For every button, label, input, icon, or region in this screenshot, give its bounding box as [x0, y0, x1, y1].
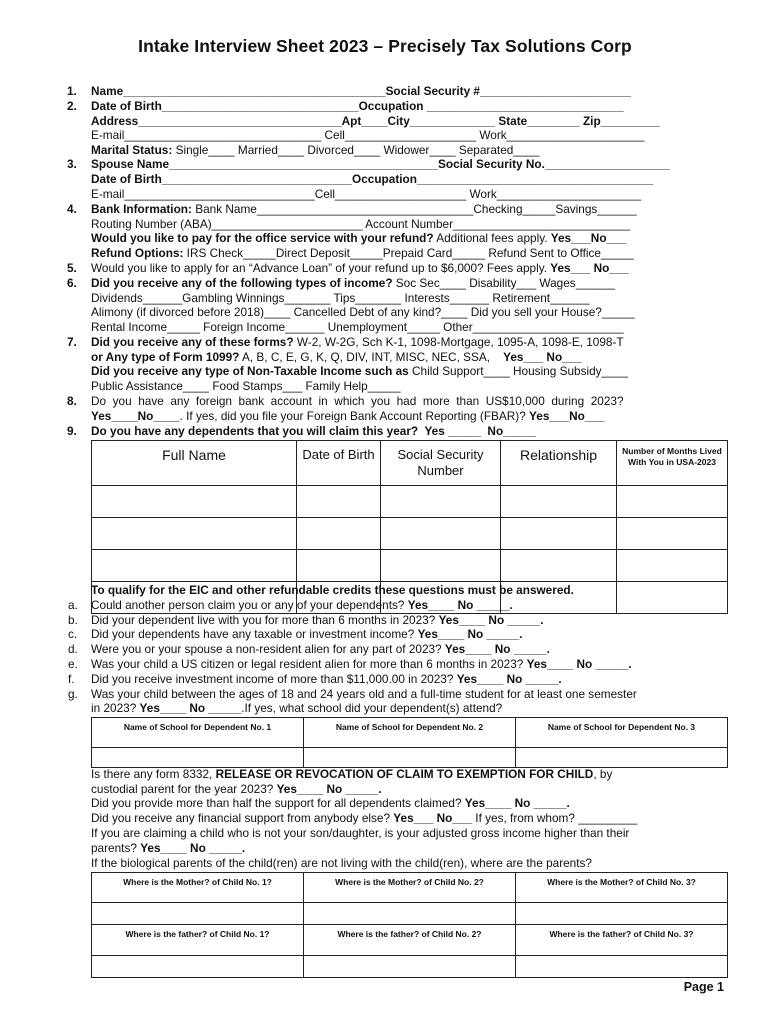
school-dependent-1-header: Name of School for Dependent No. 1: [92, 718, 304, 748]
school-dependent-2-header: Name of School for Dependent No. 2: [304, 718, 516, 748]
col-months-lived: Number of Months Lived With You in USA-2023: [617, 441, 728, 486]
mother-child-2-header: Where is the Mother? of Child No. 2?: [304, 873, 516, 903]
q4-pay-with-refund[interactable]: [91, 231, 727, 245]
eic-e[interactable]: [91, 657, 727, 671]
q4-bank-info[interactable]: [91, 202, 727, 216]
bank-name-field[interactable]: Bank Name_________________________________Checking_____Savings______: [191, 202, 637, 216]
financial-support-line[interactable]: [91, 811, 727, 825]
table-cell[interactable]: [92, 550, 297, 582]
bank-info-label: Bank Information:: [91, 202, 192, 216]
table-row: [92, 550, 728, 582]
q7-forms[interactable]: [91, 335, 727, 349]
eic-g-question: Was your child between the ages of 18 and 24 years old and a full-time student for at least one semester: [91, 687, 637, 701]
forms-question: Did you receive any of these forms?: [91, 335, 294, 349]
advance-loan-yes-no[interactable]: Yes___ No___: [550, 261, 629, 275]
eic-e-letter: e.: [68, 657, 78, 671]
form-8332-yes-no[interactable]: Yes____ No _____.: [276, 782, 382, 796]
col-date-of-birth: Date of Birth: [297, 441, 381, 486]
eic-b[interactable]: [91, 613, 727, 627]
form-1099-types: A, B, C, E, G, K, Q, DIV, INT, MISC, NEC, SSA,: [239, 350, 504, 364]
father-header-row: [92, 925, 728, 956]
table-cell[interactable]: [516, 956, 728, 978]
support-half-yes-no[interactable]: Yes____ No _____.: [464, 796, 570, 810]
agi-question: If you are claiming a child who is not your son/daughter, is your adjusted gross income higher than their: [91, 826, 630, 840]
table-cell[interactable]: [501, 486, 617, 518]
page-number: Page 1: [683, 980, 724, 994]
q5-advance-loan[interactable]: [91, 261, 727, 275]
table-row: [92, 903, 728, 925]
pay-with-refund-note: Additional fees apply.: [433, 231, 551, 245]
page-title: Intake Interview Sheet 2023 – Precisely Tax Solutions Corp: [138, 36, 632, 56]
table-cell[interactable]: [516, 748, 728, 768]
eic-a[interactable]: [91, 598, 727, 612]
q2-dob-occupation-field[interactable]: Date of Birth______________________________Occupation ______________________________: [91, 99, 624, 113]
table-cell[interactable]: [617, 518, 728, 550]
table-row: [92, 518, 728, 550]
forms-list: W-2, W-2G, Sch K-1, 1098-Mortgage, 1095-A, 1098-E, 1098-T: [293, 335, 624, 349]
form-8332-line2[interactable]: [91, 782, 727, 796]
table-cell[interactable]: [297, 550, 381, 582]
eic-c[interactable]: [91, 627, 727, 641]
eic-e-question: Was your child a US citizen or legal resident alien for more than 6 months in 2023?: [91, 657, 527, 671]
q6-number: 6.: [67, 276, 77, 290]
eic-e-yes-no[interactable]: Yes____ No _____.: [526, 657, 632, 671]
eic-b-question: Did your dependent live with you for more than 6 months in 2023?: [91, 613, 439, 627]
eic-f[interactable]: [91, 672, 727, 686]
marital-status-label: Marital Status:: [91, 143, 173, 157]
agi-line2[interactable]: [91, 841, 727, 855]
q7-number: 7.: [67, 335, 77, 349]
table-cell[interactable]: [297, 486, 381, 518]
col-full-name: Full Name: [92, 441, 297, 486]
eic-b-letter: b.: [68, 613, 78, 627]
pay-with-refund-yes-no[interactable]: Yes___No___: [550, 231, 627, 245]
eic-d-letter: d.: [68, 642, 78, 656]
table-cell[interactable]: [516, 903, 728, 925]
school-table-header: [92, 718, 728, 748]
pay-with-refund-question: Would you like to pay for the office service with your refund?: [91, 231, 434, 245]
table-row: [92, 956, 728, 978]
mother-child-1-header: Where is the Mother? of Child No. 1?: [92, 873, 304, 903]
father-child-1-header: Where is the father? of Child No. 1?: [92, 925, 304, 956]
table-cell[interactable]: [501, 518, 617, 550]
income-types-question: Did you receive any of the following types of income?: [91, 276, 393, 290]
q3-spouse-email-cell-work-field[interactable]: E-mail_____________________________Cell____________________ Work______________________: [91, 187, 642, 201]
table-cell[interactable]: [617, 486, 728, 518]
q2-address-field[interactable]: Address_______________________________Apt____City_____________ State________ Zip_________: [91, 114, 660, 128]
q2-number: 2.: [67, 99, 77, 113]
form-8332-line1: [91, 767, 727, 781]
eic-heading: To qualify for the EIC and other refundable credits these questions must be answered.: [91, 583, 574, 597]
non-taxable-question: Did you receive any type of Non-Taxable Income such as: [91, 364, 409, 378]
q4-refund-options[interactable]: [91, 246, 727, 260]
agi-parents: parents?: [91, 841, 141, 855]
eic-d-question: Were you or your spouse a non-resident alien for any part of 2023?: [91, 642, 445, 656]
table-cell[interactable]: [304, 903, 516, 925]
eic-a-letter: a.: [68, 598, 78, 612]
fbar-question: . If yes, did you file your Foreign Bank Account Reporting (FBAR)?: [179, 409, 530, 423]
parents-table: [91, 872, 728, 978]
q8-number: 8.: [67, 394, 77, 408]
table-cell[interactable]: [304, 748, 516, 768]
form-8332-prefix: Is there any form 8332,: [91, 767, 216, 781]
financial-support-from-whom[interactable]: If yes, from whom? _________: [472, 811, 638, 825]
table-cell[interactable]: [304, 956, 516, 978]
eic-a-yes-no[interactable]: Yes____ No _____.: [407, 598, 513, 612]
q9-dependents-question[interactable]: Do you have any dependents that you will claim this year? Yes _____ No_____: [91, 424, 536, 438]
mother-child-3-header: Where is the Mother? of Child No. 3?: [516, 873, 728, 903]
q6-income-types[interactable]: [91, 276, 727, 290]
support-half-line[interactable]: [91, 796, 727, 810]
eic-g-yes-no[interactable]: Yes____ No _____: [139, 701, 242, 715]
fbar-yes-no[interactable]: Yes___No___: [529, 409, 605, 423]
q3-spouse-dob-occupation-field[interactable]: Date of Birth_____________________________Occupation____________________________________: [91, 172, 654, 186]
eic-a-question: Could another person claim you or any of your dependents?: [91, 598, 408, 612]
father-child-2-header: Where is the father? of Child No. 2?: [304, 925, 516, 956]
table-cell[interactable]: [92, 518, 297, 550]
q3-number: 3.: [67, 157, 77, 171]
mother-header-row: [92, 873, 728, 903]
col-relationship: Relationship: [501, 441, 617, 486]
form-1099-yes-no[interactable]: Yes___ No___: [503, 350, 582, 364]
q1-name-ssn-field[interactable]: Name________________________________________Social Security #_______________________: [91, 84, 631, 98]
eic-f-letter: f.: [68, 672, 75, 686]
table-cell[interactable]: [92, 486, 297, 518]
table-cell[interactable]: [381, 550, 501, 582]
q4-routing-account-field[interactable]: Routing Number (ABA)_______________________ Account Number___________________________: [91, 217, 631, 231]
q6-income-types-line2[interactable]: Dividends______Gambling Winnings_______ Tips_______ Interests______ Retirement______: [91, 291, 590, 305]
q5-number: 5.: [67, 261, 77, 275]
table-cell[interactable]: [617, 550, 728, 582]
q3-spouse-name-ssn-field[interactable]: Spouse Name_________________________________________Social Security No.___________________: [91, 157, 670, 171]
support-half-question: Did you provide more than half the support for all dependents claimed?: [91, 796, 465, 810]
table-cell[interactable]: [501, 550, 617, 582]
eic-f-yes-no[interactable]: Yes____ No _____.: [456, 672, 562, 686]
advance-loan-question: Would you like to apply for an “Advance Loan” of your refund up to $6,000? Fees apply.: [91, 261, 551, 275]
q7-non-taxable-line2[interactable]: Public Assistance____ Food Stamps___ Family Help_____: [91, 379, 401, 393]
q8-foreign-account-question: Do you have any foreign bank account in which you had more than US$10,000 during 2023?: [91, 394, 624, 408]
eic-c-yes-no[interactable]: Yes____ No _____.: [417, 627, 523, 641]
table-cell[interactable]: [381, 486, 501, 518]
q4-number: 4.: [67, 202, 77, 216]
q6-income-types-line4[interactable]: Rental Income_____ Foreign Income______ Unemployment_____ Other_______________________: [91, 320, 624, 334]
refund-options-choices[interactable]: IRS Check_____Direct Deposit_____Prepaid Card_____ Refund Sent to Office_____: [183, 246, 634, 260]
table-row: [92, 486, 728, 518]
eic-c-question: Did your dependents have any taxable or investment income?: [91, 627, 418, 641]
financial-support-question: Did you receive any financial support from anybody else?: [91, 811, 394, 825]
eic-d-yes-no[interactable]: Yes____ No _____.: [444, 642, 550, 656]
biological-parents-question: If the biological parents of the child(ren) are not living with the child(ren), where are the parents?: [91, 856, 592, 870]
marital-status-options[interactable]: Single____ Married____ Divorced____ Widower____ Separated____: [172, 143, 540, 157]
table-cell[interactable]: [381, 518, 501, 550]
q7-form-1099[interactable]: [91, 350, 727, 364]
q8-fbar[interactable]: [91, 409, 727, 423]
dependents-table-header: [92, 441, 728, 486]
financial-support-yes-no[interactable]: Yes___ No___: [393, 811, 473, 825]
table-cell[interactable]: [92, 903, 304, 925]
eic-g-school-question: .If yes, what school did your dependent(s) attend?: [241, 701, 503, 715]
income-types-line1[interactable]: Soc Sec____ Disability___ Wages______: [392, 276, 616, 290]
q6-income-types-line3[interactable]: Alimony (if divorced before 2018)____ Cancelled Debt of any kind?____ Did you sell your House?_____: [91, 305, 635, 319]
custodial-parent-question: custodial parent for the year 2023?: [91, 782, 277, 796]
q2-marital-status[interactable]: [91, 143, 727, 157]
table-cell[interactable]: [297, 518, 381, 550]
eic-f-question: Did you receive investment income of more than $11,000.00 in 2023?: [91, 672, 457, 686]
table-row: [92, 748, 728, 768]
col-social-security-number: Social Security Number: [381, 441, 501, 486]
school-table: [91, 717, 728, 768]
form-1099-question: or Any type of Form 1099?: [91, 350, 240, 364]
eic-b-yes-no[interactable]: Yes____ No _____.: [438, 613, 544, 627]
refund-options-label: Refund Options:: [91, 246, 184, 260]
table-cell[interactable]: [92, 748, 304, 768]
agi-yes-no[interactable]: Yes____ No _____.: [140, 841, 246, 855]
foreign-account-yes-no[interactable]: Yes____No____: [91, 409, 180, 423]
eic-g-year: in 2023?: [91, 701, 140, 715]
table-cell[interactable]: [92, 956, 304, 978]
eic-c-letter: c.: [68, 627, 78, 641]
form-8332-suffix: , by: [593, 767, 613, 781]
father-child-3-header: Where is the father? of Child No. 3?: [516, 925, 728, 956]
eic-g-letter: g.: [68, 687, 78, 701]
q9-number: 9.: [67, 424, 77, 438]
q7-non-taxable[interactable]: [91, 364, 727, 378]
school-dependent-3-header: Name of School for Dependent No. 3: [516, 718, 728, 748]
non-taxable-options[interactable]: Child Support____ Housing Subsidy____: [408, 364, 628, 378]
q2-email-cell-work-field[interactable]: E-mail______________________________ Cell____________________ Work_____________________: [91, 128, 645, 142]
q1-number: 1.: [67, 84, 77, 98]
eic-g-line2[interactable]: [91, 701, 727, 715]
form-8332-title: RELEASE OR REVOCATION OF CLAIM TO EXEMPTION FOR CHILD: [215, 767, 594, 781]
eic-d[interactable]: [91, 642, 727, 656]
